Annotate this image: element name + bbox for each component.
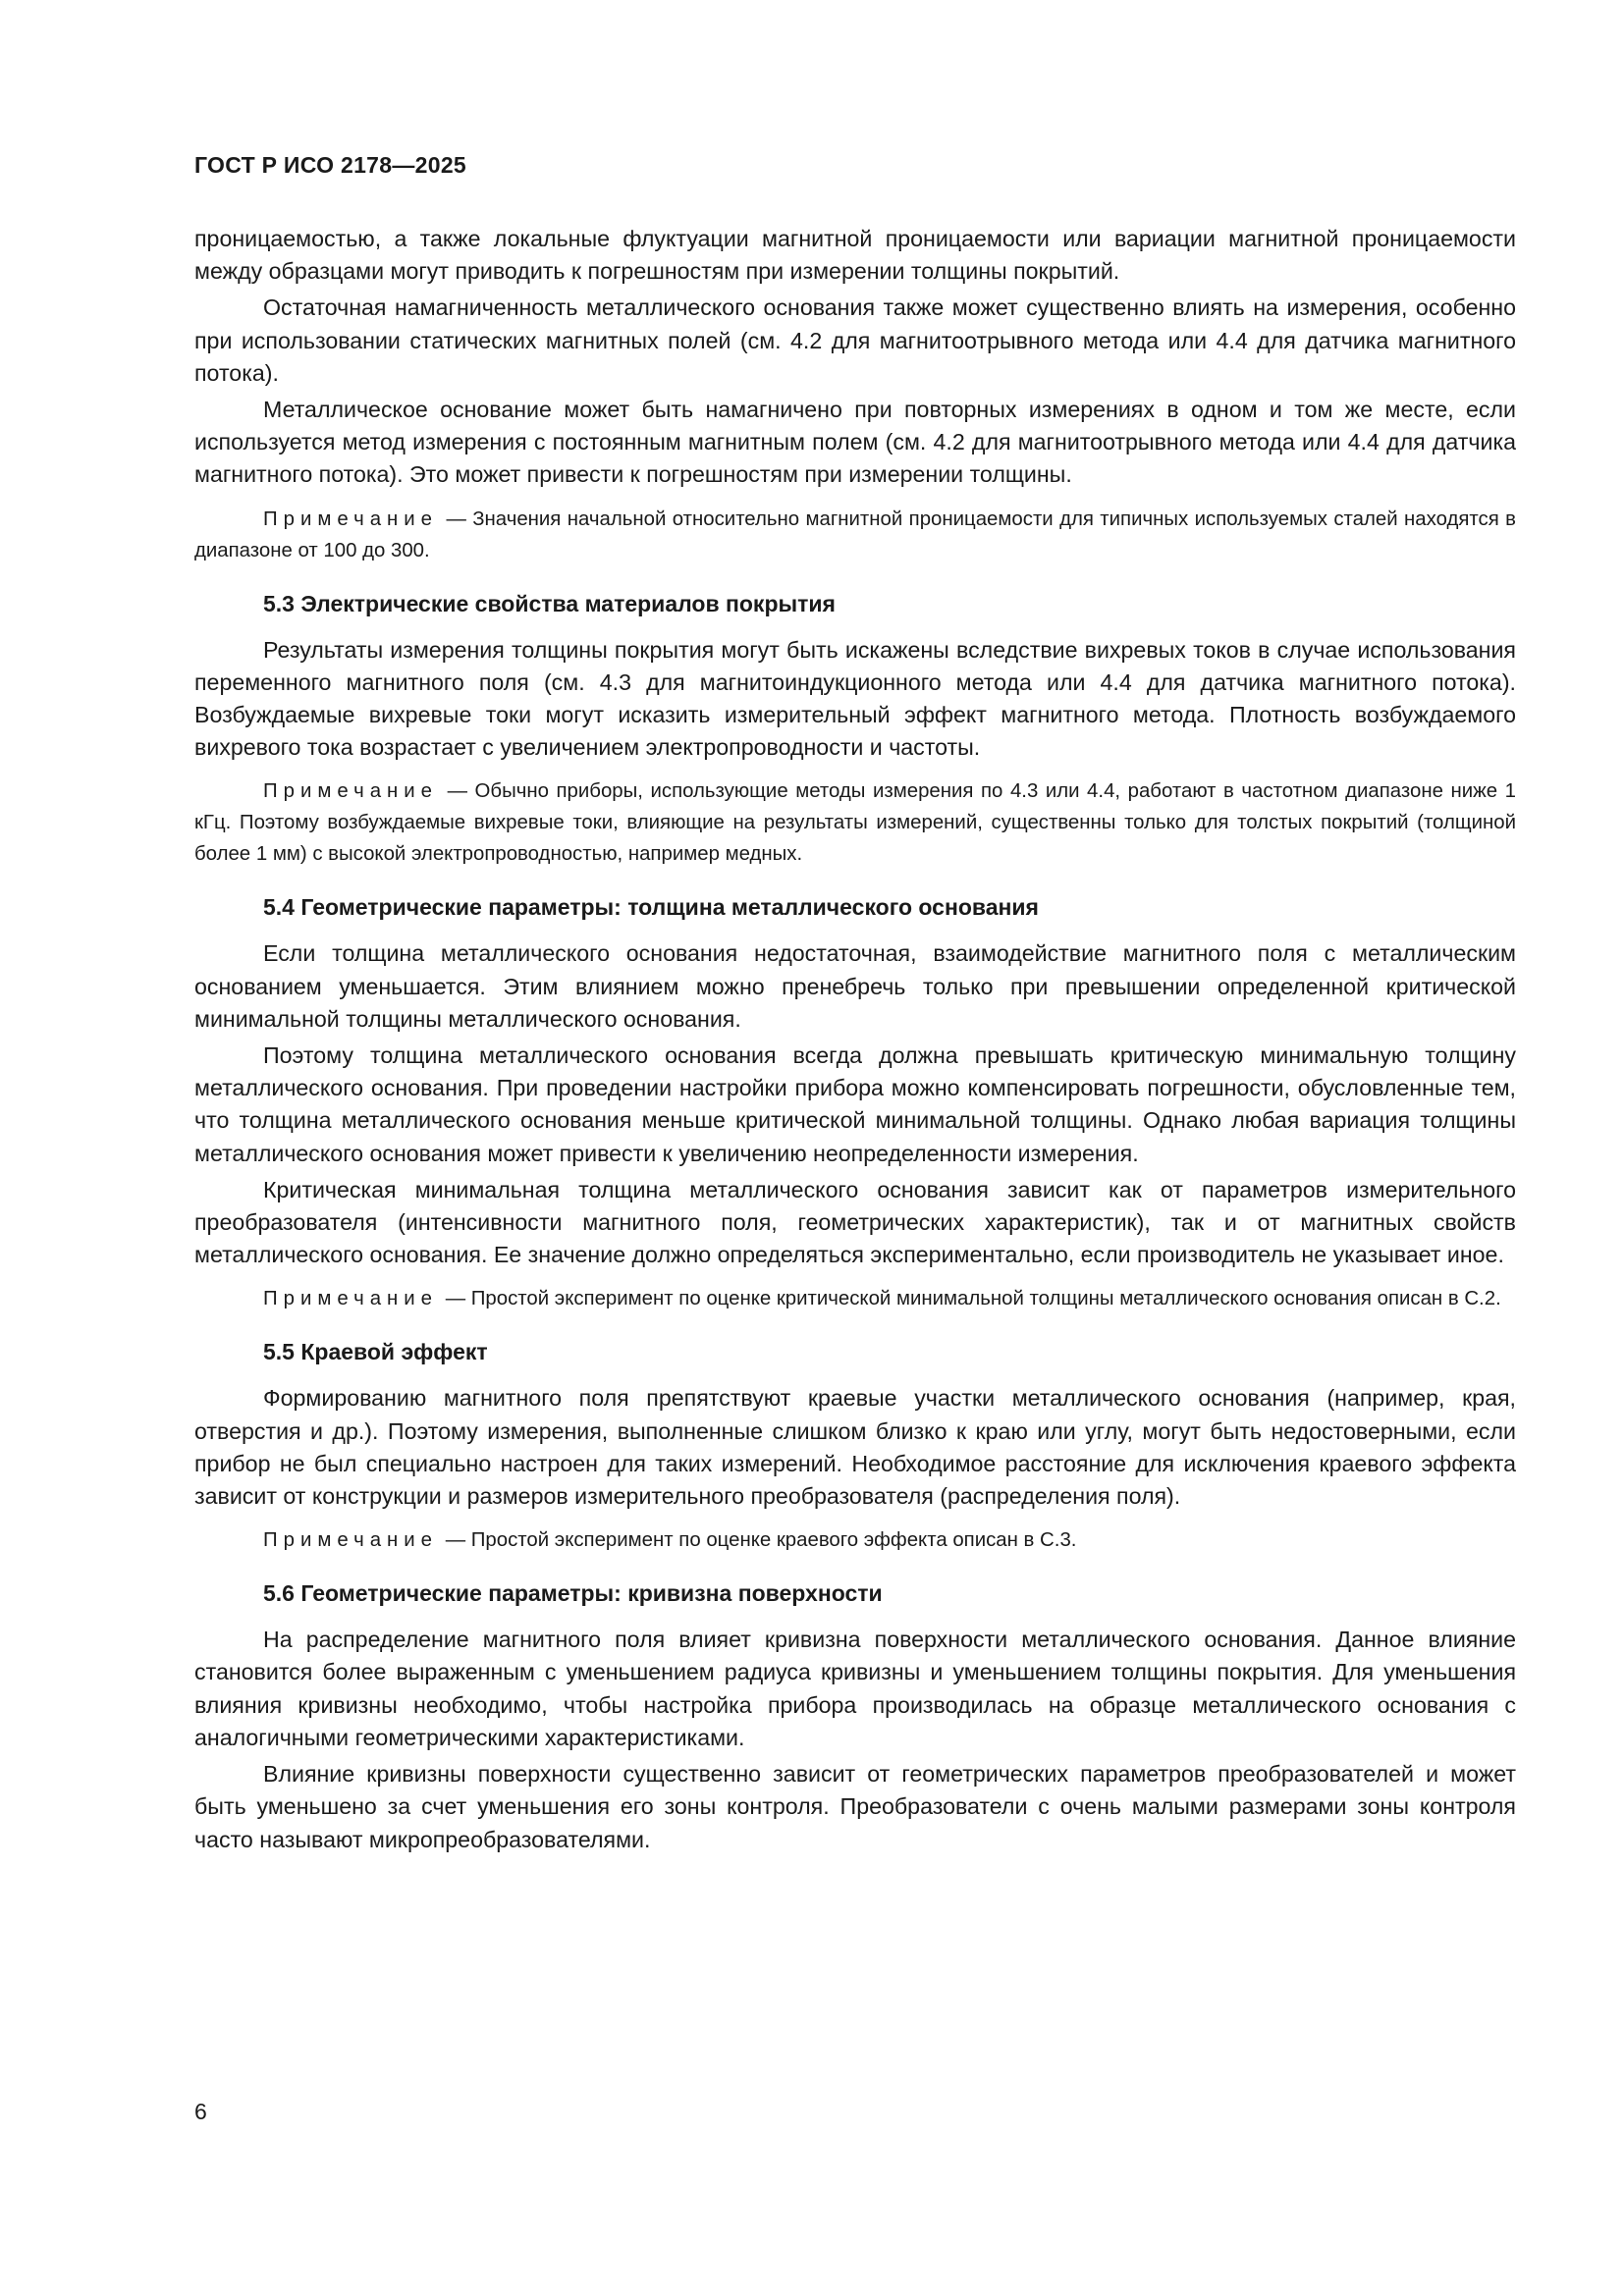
note (194, 1524, 1516, 1556)
paragraph: Формированию магнитного поля препятствуют краевые участки металлического основания (например, края, отверстия и др.). Поэтому измерения, выполненные слишком близко к краю или углу, могут быть недостоверными, если прибор не был специально настроен для таких измерений. Необходимое расстояние для исключения краевого эффекта зависит от конструкции и размеров измерительного преобразователя (распределения поля). (194, 1385, 1516, 1510)
section-heading-5-6: 5.6 Геометрические параметры: кривизна поверхности (263, 1580, 883, 1607)
note-text: — Обычно приборы, использующие методы измерения по 4.3 или 4.4, работают в частотном диапазоне ниже 1 кГц. Поэтому возбуждаемые вихревые токи, влияющие на результаты измерений, существенны только для толстых покрытий (толщиной более 1 мм) с высокой электропроводностью, например медных. (194, 780, 1517, 866)
section-heading-5-4: 5.4 Геометрические параметры: толщина металлического основания (263, 894, 1039, 921)
document-body (194, 223, 1516, 1860)
paragraph: Если толщина металлического основания недостаточная, взаимодействие магнитного поля с металлическим основанием уменьшается. Этим влиянием можно пренебречь только при превышении определенной критической минимальной толщины металлического основания. (194, 940, 1516, 1032)
note-text: — Значения начальной относительно магнитной проницаемости для типичных используемых сталей находятся в диапазоне от 100 до 300. (194, 507, 1516, 561)
paragraph: проницаемостью, а также локальные флуктуации магнитной проницаемости или вариации магнитной проницаемости между образцами могут приводить к погрешностям при измерении толщины покрытий. (194, 226, 1516, 285)
note-text: — Простой эксперимент по оценке краевого эффекта описан в С.3. (445, 1529, 1077, 1552)
note (194, 775, 1516, 870)
document-header: ГОСТ Р ИСО 2178—2025 (194, 152, 467, 178)
paragraph: Поэтому толщина металлического основания всегда должна превышать критическую минимальную толщину металлического основания. При проведении настройки прибора можно компенсировать погрешности, обусловленные тем, что толщина металлического основания меньше критической минимальной толщины. Однако любая вариация толщины металлического основания может привести к увеличению неопределенности измерения. (194, 1042, 1516, 1166)
page-number: 6 (194, 2099, 207, 2124)
note-label: Примечание (263, 507, 439, 530)
paragraph: Результаты измерения толщины покрытия могут быть искажены вследствие вихревых токов в случае использования переменного магнитного поля (см. 4.3 для магнитоиндукционного метода или 4.4 для датчика магнитного потока). Возбуждаемые вихревые токи могут исказить измерительный эффект магнитного метода. Плотность возбуждаемого вихревого тока возрастает с увеличением электропроводности и частоты. (194, 636, 1516, 761)
note-label: Примечание (263, 1288, 439, 1310)
section-heading-5-3: 5.3 Электрические свойства материалов покрытия (263, 590, 836, 616)
note (194, 504, 1516, 566)
paragraph: Остаточная намагниченность металлического основания также может существенно влиять на измерения, особенно при использовании статических магнитных полей (см. 4.2 для магнитоотрывного метода или 4.4 для датчика магнитного потока). (194, 294, 1516, 386)
paragraph: На распределение магнитного поля влияет кривизна поверхности металлического основания. Данное влияние становится более выраженным с уменьшением радиуса кривизны и уменьшением толщины покрытия. Для уменьшения влияния кривизны необходимо, чтобы настройка прибора производилась на образце металлического основания с аналогичными геометрическими характеристиками. (194, 1627, 1516, 1750)
note-text: — Простой эксперимент по оценке критической минимальной толщины металлического основания описан в С.2. (445, 1288, 1501, 1310)
note-label: Примечание (263, 1529, 439, 1552)
section-heading-5-5: 5.5 Краевой эффект (263, 1339, 488, 1365)
paragraph: Металлическое основание может быть намагничено при повторных измерениях в одном и том же месте, если используется метод измерения с постоянным магнитным полем (см. 4.2 для магнитоотрывного метода или 4.4 для датчика магнитного потока). Это может привести к погрешностям при измерении толщины. (194, 397, 1516, 488)
paragraph: Критическая минимальная толщина металлического основания зависит как от параметров измерительного преобразователя (интенсивности магнитного поля, геометрических характеристик), так и от магнитных свойств металлического основания. Ее значение должно определяться экспериментально, если производитель не указывает иное. (194, 1176, 1516, 1268)
note (194, 1283, 1516, 1314)
note-label: Примечание (263, 780, 439, 803)
paragraph: Влияние кривизны поверхности существенно зависит от геометрических параметров преобразователей и может быть уменьшено за счет уменьшения его зоны контроля. Преобразователи с очень малыми размерами зоны контроля часто называют микропреобразователями. (194, 1761, 1516, 1852)
